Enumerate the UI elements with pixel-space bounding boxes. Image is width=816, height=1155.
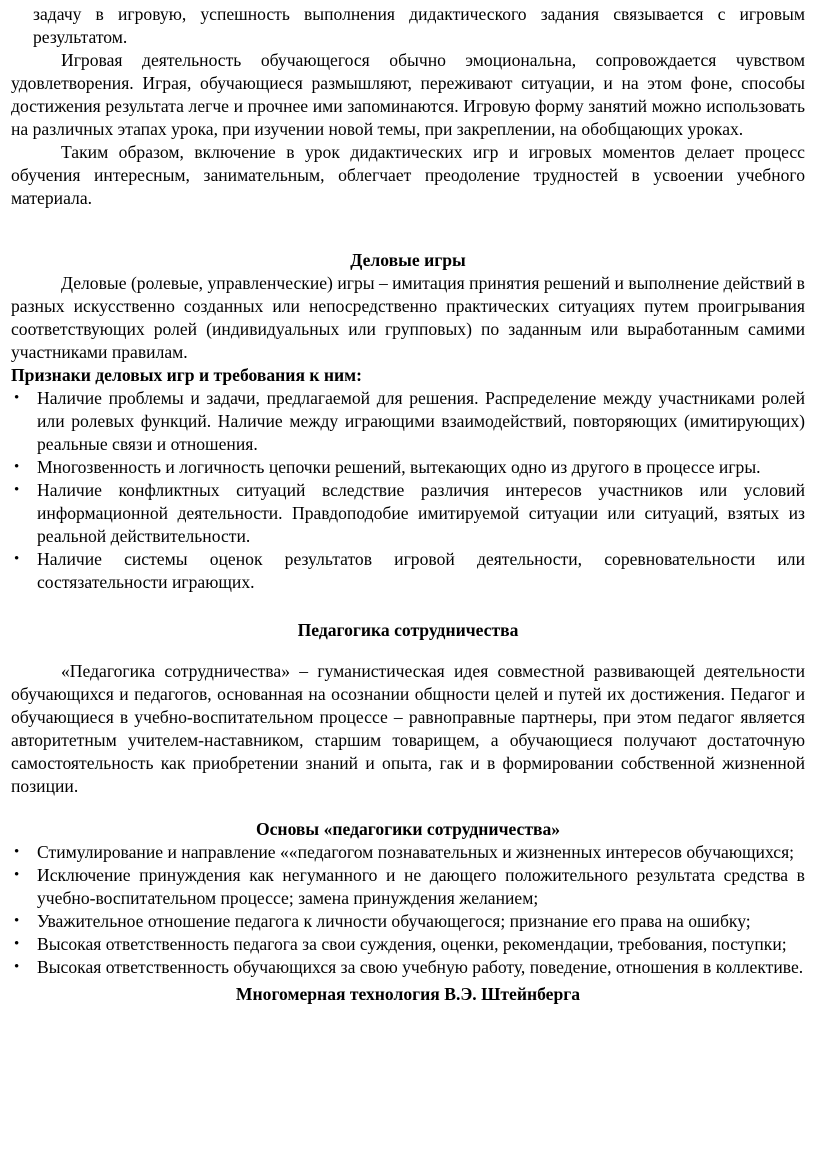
list-item <box>11 841 805 864</box>
list-item <box>11 479 805 548</box>
list-item-text: Исключение принуждения как негуманного и не дающего положительного результата средства в учебно-воспитательном процессе; замена принуждения желанием; <box>37 865 805 908</box>
list-item <box>11 910 805 933</box>
list-item <box>11 933 805 956</box>
bullet-icon: • <box>14 459 20 475</box>
list-item <box>11 864 805 910</box>
list-item-text: Многозвенность и логичность цепочки решений, вытекающих одно из другого в процессе игры. <box>37 457 761 477</box>
list-item <box>11 456 805 479</box>
list-item-text: Наличие проблемы и задачи, предлагаемой для решения. Распределение между участниками ролей или ролевых функций. Наличие между играющими взаимодействий, повторяющих (имитирующих) реальные связи и отношения. <box>37 388 805 454</box>
cooperation-definition: «Педагогика сотрудничества» – гуманистическая идея совместной развивающей деятельности обучающихся и педагогов, основанная на осознании общности целей и путей их достижения. Педагог и обучающиеся в учебно-воспитательном процессе – равноправные партнеры, при этом педагог является авторитетным учителем-наставником, старшим товарищем, а обучающиеся получают достаточную самостоятельность как приобретении знаний и опыта, гак и в формировании собственной жизненной позиции. <box>11 661 805 796</box>
list-item <box>11 956 805 979</box>
bullet-icon: • <box>14 551 20 567</box>
list-item-text: Уважительное отношение педагога к личности обучающегося; признание его права на ошибку; <box>37 911 751 931</box>
game-conclusion-paragraph: Таким образом, включение в урок дидактических игр и игровых моментов делает процесс обучения интересным, занимательным, облегчает преодоление трудностей в усвоении учебного материала. <box>11 142 805 208</box>
list-item <box>11 387 805 456</box>
bullet-icon: • <box>14 959 20 975</box>
bullet-icon: • <box>14 482 20 498</box>
bullet-icon: • <box>14 936 20 952</box>
bullet-icon: • <box>14 390 20 406</box>
list-item-text: Стимулирование и направление ««педагогом познавательных и жизненных интересов обучающихся; <box>37 842 795 862</box>
business-games-features-list <box>11 387 805 594</box>
bullet-icon: • <box>14 867 20 883</box>
heading-cooperation-pedagogy: Педагогика сотрудничества <box>297 620 519 640</box>
cooperation-basics-list <box>11 841 805 979</box>
list-item-text: Высокая ответственность обучающихся за свою учебную работу, поведение, отношения в коллективе. <box>37 957 804 977</box>
business-games-features-label: Признаки деловых игр и требования к ним: <box>11 365 363 385</box>
intro-continuation-paragraph: задачу в игровую, успешность выполнения дидактического задания связывается с игровым результатом. <box>33 4 805 47</box>
list-item-text: Наличие системы оценок результатов игровой деятельности, соревновательности или состязательности играющих. <box>37 549 805 592</box>
list-item-text: Высокая ответственность педагога за свои суждения, оценки, рекомендации, требования, поступки; <box>37 934 787 954</box>
list-item-text: Наличие конфликтных ситуаций вследствие различия интересов участников или условий информационной деятельности. Правдоподобие имитируемой ситуации или ситуаций, взятых из реальной действительности. <box>37 480 805 546</box>
heading-business-games: Деловые игры <box>350 250 466 270</box>
list-item <box>11 548 805 594</box>
bullet-icon: • <box>14 844 20 860</box>
game-activity-paragraph: Игровая деятельность обучающегося обычно эмоциональна, сопровождается чувством удовлетворения. Играя, обучающиеся размышляют, переживают ситуации, и на этом фоне, способы достижения результата легче и прочнее ими запоминаются. Игровую форму занятий можно использовать на различных этапах урока, при изучении новой темы, при закреплении, на обобщающих уроках. <box>11 50 805 139</box>
business-games-definition: Деловые (ролевые, управленческие) игры – имитация принятия решений и выполнение действий в разных искусственно созданных или непосредственно практических ситуациях путем проигрывания соответствующих ролей (индивидуальных или групповых) по заданным или выработанным самими участниками правилам. <box>11 273 805 362</box>
heading-steinberg-technology: Многомерная технология В.Э. Штейнберга <box>235 984 581 1004</box>
heading-cooperation-basics: Основы «педагогики сотрудничества» <box>255 819 561 839</box>
bullet-icon: • <box>14 913 20 929</box>
